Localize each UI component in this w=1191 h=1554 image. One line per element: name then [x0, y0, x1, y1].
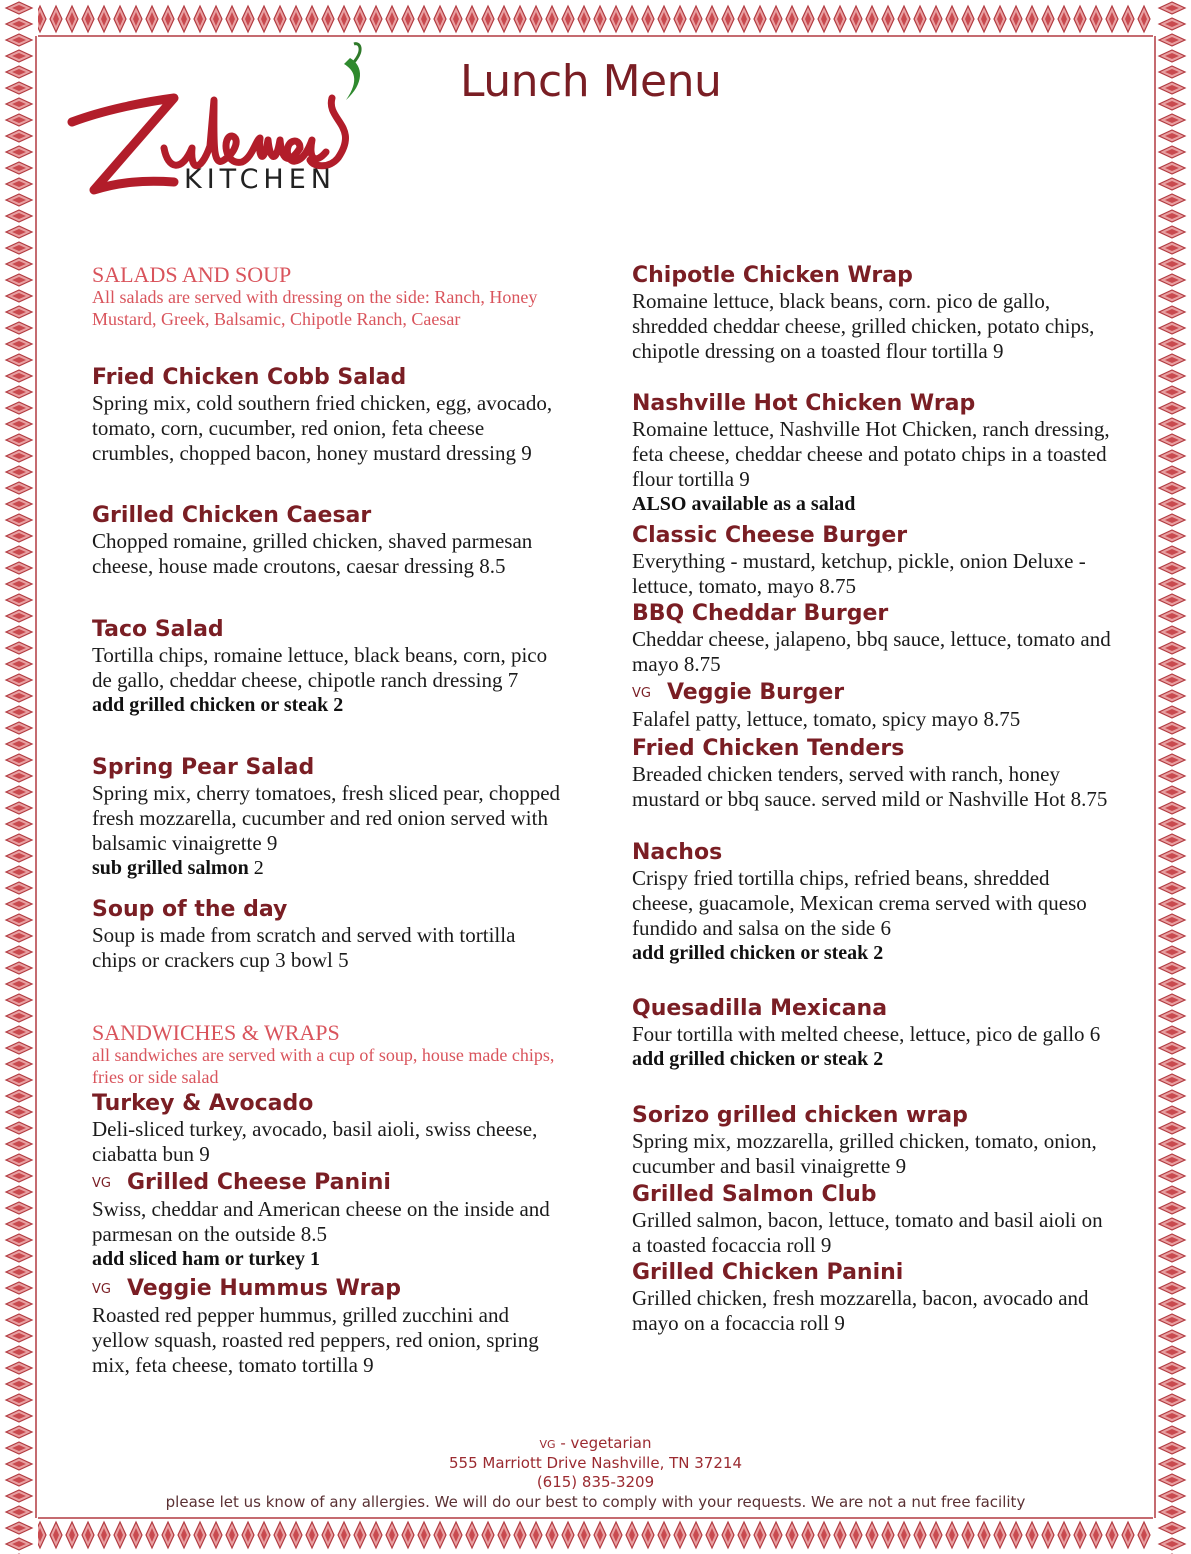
item-addon — [92, 856, 562, 881]
menu-item — [632, 1103, 1112, 1179]
phone-number: (615) 835-3209 — [536, 1473, 655, 1491]
item-name: Nachos — [632, 840, 723, 865]
item-description: Tortilla chips, romaine lettuce, black beans, corn, pico de gallo, cheddar cheese, chipotle ranch dressing 7 — [92, 643, 548, 692]
item-name: Taco Salad — [92, 617, 224, 642]
menu-item — [632, 736, 1112, 812]
border-pattern-left — [0, 0, 38, 1554]
item-addon: add sliced ham or turkey 1 — [92, 1248, 320, 1270]
item-description: Chopped romaine, grilled chicken, shaved parmesan cheese, house made croutons, caesar dressing 8.5 — [92, 529, 533, 578]
section-title-salads: SALADS AND SOUP — [92, 262, 292, 287]
menu-item — [92, 503, 562, 579]
item-description: Everything - mustard, ketchup, pickle, onion Deluxe - lettuce, tomato, mayo 8.75 — [632, 549, 1086, 598]
vegetarian-badge: VG — [632, 686, 651, 701]
item-description: Spring mix, cherry tomatoes, fresh sliced pear, chopped fresh mozzarella, cucumber and red onion served with balsamic vinaigrette 9 — [92, 781, 561, 855]
item-description: Romaine lettuce, Nashville Hot Chicken, ranch dressing, feta cheese, cheddar cheese and potato chips in a toasted flour tortilla 9 — [632, 417, 1110, 491]
menu-item — [92, 1091, 562, 1167]
menu-item — [92, 365, 562, 466]
item-name: Chipotle Chicken Wrap — [632, 263, 913, 288]
border-pattern-right — [1153, 0, 1191, 1554]
item-addon: ALSO available as a salad — [632, 493, 856, 515]
addon-label: sub grilled salmon — [92, 857, 249, 879]
item-description: Crispy fried tortilla chips, refried beans, shredded cheese, guacamole, Mexican crema served with queso fundido and salsa on the side 6 — [632, 866, 1087, 940]
item-name: Sorizo grilled chicken wrap — [632, 1103, 968, 1128]
item-name-row — [92, 1276, 562, 1303]
item-name: Veggie Burger — [666, 680, 845, 705]
section-title-sandwiches: SANDWICHES & WRAPS — [92, 1020, 340, 1045]
item-name: Grilled Chicken Panini — [632, 1260, 904, 1285]
footer-info — [0, 1434, 1191, 1492]
vegetarian-badge: VG — [92, 1176, 111, 1191]
item-name: Veggie Hummus Wrap — [126, 1276, 401, 1301]
menu-item — [92, 617, 562, 718]
menu-item — [632, 680, 1112, 732]
menu-item — [632, 1182, 1112, 1258]
item-name: Fried Chicken Cobb Salad — [92, 365, 407, 390]
border-pattern-top — [0, 0, 1191, 38]
item-name: Classic Cheese Burger — [632, 523, 908, 548]
item-name: Spring Pear Salad — [92, 755, 315, 780]
address: 555 Marriott Drive Nashville, TN 37214 — [449, 1454, 742, 1472]
item-description: Breaded chicken tenders, served with ranch, honey mustard or bbq sauce. served mild or Nashville Hot 8.75 — [632, 762, 1108, 811]
item-name: Grilled Chicken Caesar — [92, 503, 372, 528]
section-note-sandwiches: all sandwiches are served with a cup of soup, house made chips, fries or side salad — [92, 1045, 555, 1087]
item-description: Romaine lettuce, black beans, corn. pico de gallo, shredded cheddar cheese, grilled chicken, potato chips, chipotle dressing on a toasted flour tortilla 9 — [632, 289, 1095, 363]
menu-item — [632, 263, 1112, 364]
menu-item — [92, 755, 562, 881]
menu-item — [92, 897, 562, 973]
item-name: Turkey & Avocado — [92, 1091, 314, 1116]
menu-item — [632, 601, 1112, 677]
menu-item — [632, 1260, 1112, 1336]
item-description: Spring mix, mozzarella, grilled chicken, tomato, onion, cucumber and basil vinaigrette 9 — [632, 1129, 1097, 1178]
addon-price: 2 — [248, 857, 264, 879]
page-title: Lunch Menu — [460, 56, 722, 107]
menu-item — [632, 391, 1112, 517]
item-description: Roasted red pepper hummus, grilled zucchini and yellow squash, roasted red peppers, red onion, spring mix, feta cheese, tomato tortilla 9 — [92, 1303, 539, 1377]
item-addon: add grilled chicken or steak 2 — [632, 1048, 884, 1070]
vegetarian-badge: VG — [539, 1438, 556, 1451]
menu-item — [92, 1170, 562, 1272]
border-pattern-bottom — [0, 1516, 1191, 1554]
item-name: Fried Chicken Tenders — [632, 736, 905, 761]
item-description: Grilled salmon, bacon, lettuce, tomato and basil aioli on a toasted focaccia roll 9 — [632, 1208, 1103, 1257]
item-description: Swiss, cheddar and American cheese on the inside and parmesan on the outside 8.5 — [92, 1197, 550, 1246]
allergy-disclaimer: please let us know of any allergies. We will do our best to comply with your requests. We are not a nut free facility — [165, 1493, 1026, 1511]
item-name: Grilled Cheese Panini — [126, 1170, 391, 1195]
item-name-row — [92, 1170, 562, 1197]
legend-text: - vegetarian — [555, 1434, 652, 1452]
item-name: Quesadilla Mexicana — [632, 996, 888, 1021]
menu-item — [632, 996, 1112, 1072]
logo-kitchen-text: KITCHEN — [184, 164, 336, 195]
item-name: Nashville Hot Chicken Wrap — [632, 391, 976, 416]
item-description: Cheddar cheese, jalapeno, bbq sauce, lettuce, tomato and mayo 8.75 — [632, 627, 1111, 676]
vegetarian-badge: VG — [92, 1282, 111, 1297]
item-addon: add grilled chicken or steak 2 — [92, 694, 344, 716]
item-name: BBQ Cheddar Burger — [632, 601, 889, 626]
item-description: Soup is made from scratch and served with tortilla chips or crackers cup 3 bowl 5 — [92, 923, 516, 972]
item-addon: add grilled chicken or steak 2 — [632, 942, 884, 964]
menu-item — [92, 1276, 562, 1378]
item-description: Falafel patty, lettuce, tomato, spicy mayo 8.75 — [632, 707, 1021, 731]
item-description: Grilled chicken, fresh mozzarella, bacon, avocado and mayo on a focaccia roll 9 — [632, 1286, 1089, 1335]
menu-item — [632, 523, 1112, 599]
menu-item — [632, 840, 1112, 966]
section-sandwiches-header — [92, 1022, 562, 1088]
item-name: Soup of the day — [92, 897, 288, 922]
section-salads-header — [92, 264, 562, 330]
item-description: Deli-sliced turkey, avocado, basil aioli, swiss cheese, ciabatta bun 9 — [92, 1117, 538, 1166]
section-note-salads: All salads are served with dressing on the side: Ranch, Honey Mustard, Greek, Balsamic, Chipotle Ranch, Caesar — [92, 287, 538, 329]
zulemas-kitchen-logo — [64, 40, 394, 210]
item-description: Four tortilla with melted cheese, lettuce, pico de gallo 6 — [632, 1022, 1101, 1046]
item-name-row — [632, 680, 1112, 707]
item-description: Spring mix, cold southern fried chicken, egg, avocado, tomato, corn, cucumber, red onion, feta cheese crumbles, chopped bacon, honey mustard dressing 9 — [92, 391, 553, 465]
legend-line — [0, 1434, 1191, 1454]
item-name: Grilled Salmon Club — [632, 1182, 877, 1207]
